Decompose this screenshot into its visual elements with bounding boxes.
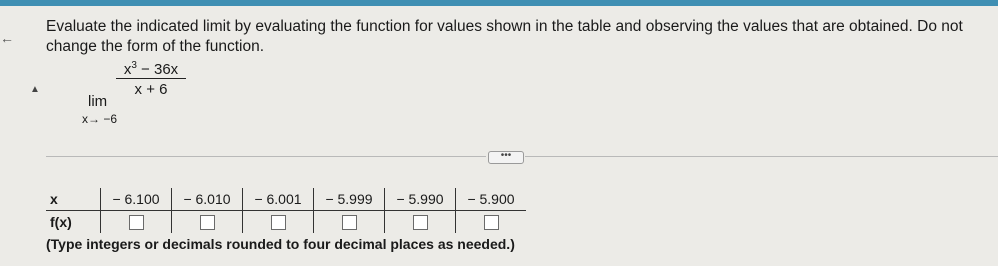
lim-approach: x→ −6 [82, 112, 118, 126]
section-divider-right [525, 156, 998, 157]
x-value: − 5.990 [385, 188, 456, 211]
fx-header: f(x) [50, 214, 72, 230]
fx-answer-input[interactable] [271, 215, 286, 230]
question-text: Evaluate the indicated limit by evaluating the function for values shown in the table and observing the values that are obtained. Do not change the form of the function. [46, 18, 963, 55]
fx-answer-input[interactable] [129, 215, 144, 230]
collapse-arrow-icon[interactable]: ← [0, 30, 14, 46]
fx-answer-input[interactable] [342, 215, 357, 230]
fx-row [46, 211, 526, 234]
top-accent-bar [0, 0, 998, 6]
fraction [116, 60, 186, 98]
x-value: − 6.001 [243, 188, 314, 211]
instructions-text: (Type integers or decimals rounded to four decimal places as needed.) [46, 236, 515, 252]
x-header: x [46, 188, 101, 211]
x-value: − 5.999 [314, 188, 385, 211]
x-value: − 6.100 [101, 188, 172, 211]
denominator: x + 6 [134, 81, 168, 98]
scroll-marker-icon: ▲ [30, 84, 40, 95]
lim-label: lim [88, 93, 108, 110]
x-value: − 6.010 [172, 188, 243, 211]
x-value: − 5.900 [456, 188, 527, 211]
fx-answer-input[interactable] [484, 215, 499, 230]
fx-answer-input[interactable] [200, 215, 215, 230]
more-button[interactable]: ••• [488, 151, 524, 164]
numerator: $x^3 - 36x$ [116, 60, 186, 79]
values-table [46, 188, 526, 233]
fx-answer-input[interactable] [413, 215, 428, 230]
x-row [46, 188, 526, 211]
section-divider [46, 156, 486, 157]
